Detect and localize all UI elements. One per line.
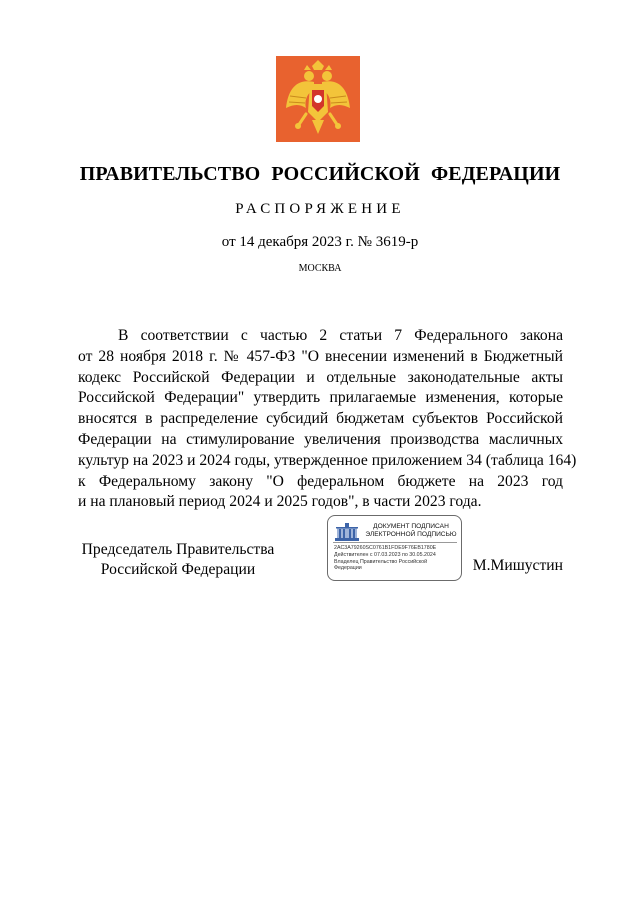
stamp-heading-line: ДОКУМЕНТ ПОДПИСАН — [373, 523, 449, 530]
body-line: Федерации на стимулирование увеличения производства масличных — [78, 430, 563, 448]
stamp-heading — [364, 523, 458, 539]
body-line: кодекс Российской Федерации и отдельные законодательные акты — [78, 368, 563, 386]
document-city: МОСКВА — [298, 263, 342, 274]
stamp-heading-line: ЭЛЕКТРОННОЙ ПОДПИСЬЮ — [365, 531, 457, 538]
body-line: культур на 2023 и 2024 годы, утвержденное приложением 34 (таблица 164) — [78, 451, 577, 469]
stamp-divider — [333, 542, 457, 543]
document-date-number: от 14 декабря 2023 г. № 3619-р — [221, 234, 419, 250]
body-line: к Федеральному закону "О федеральном бюджете на 2023 год — [78, 472, 563, 490]
electronic-signature-stamp — [327, 515, 462, 581]
stamp-owner: Владелец Правительство Российской Федерации — [334, 559, 428, 572]
signer-title-line: Российской Федерации — [100, 561, 256, 578]
stamp-validity: Действителен с 07.03.2023 по 30.05.2024 — [334, 552, 436, 558]
body-line: Российской Федерации" утвердить прилагаемые изменения, которые — [78, 389, 563, 407]
signer-name: М.Мишустин — [472, 557, 563, 574]
document-type: РАСПОРЯЖЕНИЕ — [235, 201, 405, 217]
body-line: В соответствии с частью 2 статьи 7 Федерального закона — [118, 327, 563, 344]
coat-of-arms-icon — [276, 56, 360, 142]
body-line: вносятся в распределение субсидий бюджетам субъектов Российской — [78, 410, 563, 428]
stamp-certificate: 2AC3A79260SC0761B1FDE9F76EB1780E — [334, 545, 437, 551]
decree-body — [78, 326, 577, 513]
government-building-icon — [334, 522, 360, 542]
signer-title-line: Председатель Правительства — [81, 541, 275, 558]
body-line: от 28 ноября 2018 г. № 457-ФЗ "О внесении изменений в Бюджетный — [78, 347, 563, 365]
organization-title: ПРАВИТЕЛЬСТВО РОССИЙСКОЙ ФЕДЕРАЦИИ — [79, 163, 561, 185]
body-line: и на плановый период 2024 и 2025 годов", в части 2023 года. — [78, 493, 482, 511]
signer-title — [78, 540, 278, 580]
